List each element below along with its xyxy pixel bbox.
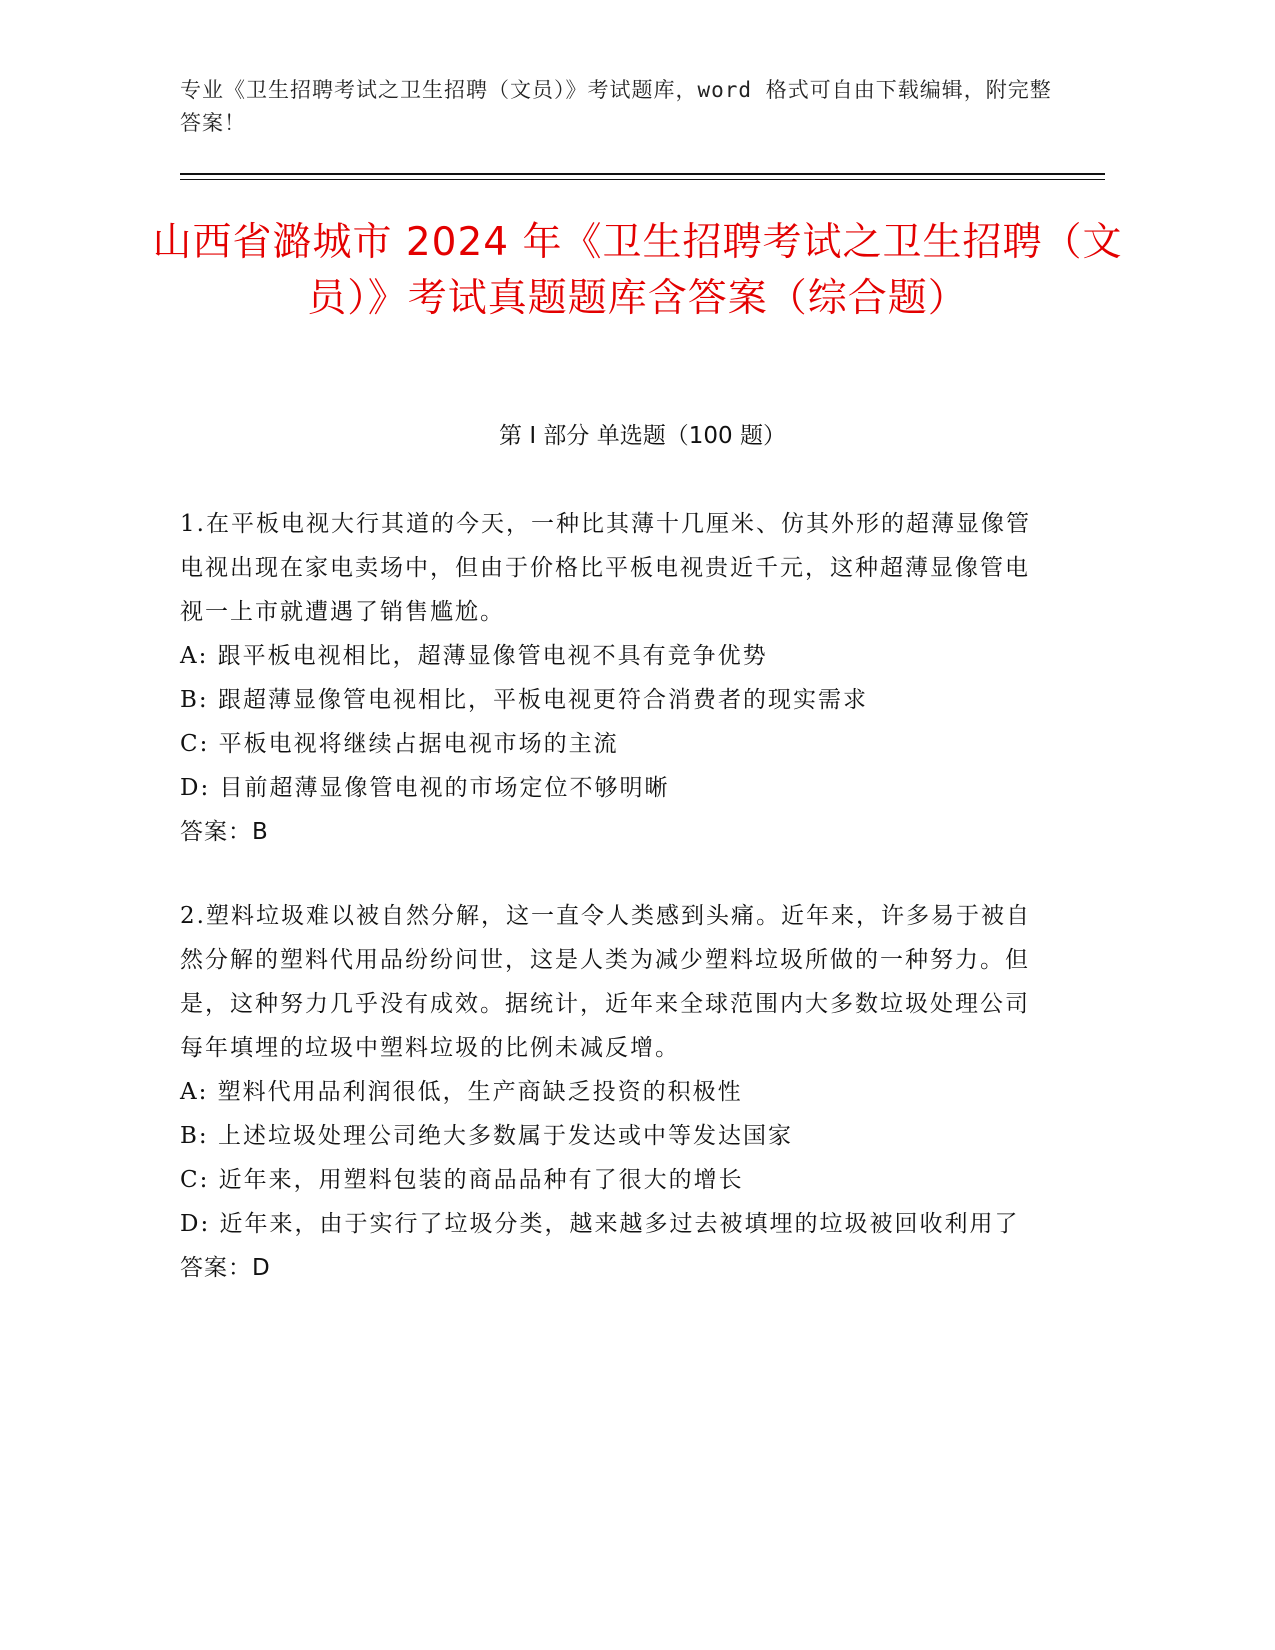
header-divider-thick [180, 173, 1105, 175]
option-d: D: 近年来，由于实行了垃圾分类，越来越多过去被填埋的垃圾被回收利用了 [180, 1211, 1020, 1237]
question-block [180, 894, 1040, 1290]
document-title: 山西省潞城市 2024 年《卫生招聘考试之卫生招聘（文员）》考试真题题库含答案（综合题） [152, 220, 1123, 321]
question-stem: 2.塑料垃圾难以被自然分解，这一直令人类感到头痛。近年来，许多易于被自然分解的塑料代用品纷纷问世，这是人类为减少塑料垃圾所做的一种努力。但是，这种努力几乎没有成效。据统计，近年来全球范围内大多数垃圾处理公司每年填埋的垃圾中塑料垃圾的比例未减反增。 [180, 903, 1031, 1061]
answer-line: 答案：B [180, 819, 269, 845]
section-title: 第 I 部分 单选题（100 题） [499, 423, 786, 449]
question-block [180, 502, 1040, 854]
header-divider-thin [180, 179, 1105, 180]
option-a: A: 塑料代用品利润很低，生产商缺乏投资的积极性 [180, 1079, 743, 1105]
option-c: C: 平板电视将继续占据电视市场的主流 [180, 731, 619, 757]
option-b: B: 跟超薄显像管电视相比，平板电视更符合消费者的现实需求 [180, 687, 868, 713]
header-note: 专业《卫生招聘考试之卫生招聘（文员）》考试题库，word 格式可自由下载编辑，附完整答案！ [180, 78, 1052, 135]
question-stem: 1.在平板电视大行其道的今天，一种比其薄十几厘米、仿其外形的超薄显像管电视出现在家电卖场中，但由于价格比平板电视贵近千元，这种超薄显像管电视一上市就遭遇了销售尴尬。 [180, 511, 1031, 625]
option-c: C: 近年来，用塑料包装的商品品种有了很大的增长 [180, 1167, 744, 1193]
option-b: B: 上述垃圾处理公司绝大多数属于发达或中等发达国家 [180, 1123, 793, 1149]
option-d: D: 目前超薄显像管电视的市场定位不够明晰 [180, 775, 670, 801]
option-a: A: 跟平板电视相比，超薄显像管电视不具有竞争优势 [180, 643, 768, 669]
answer-line: 答案：D [180, 1255, 271, 1281]
